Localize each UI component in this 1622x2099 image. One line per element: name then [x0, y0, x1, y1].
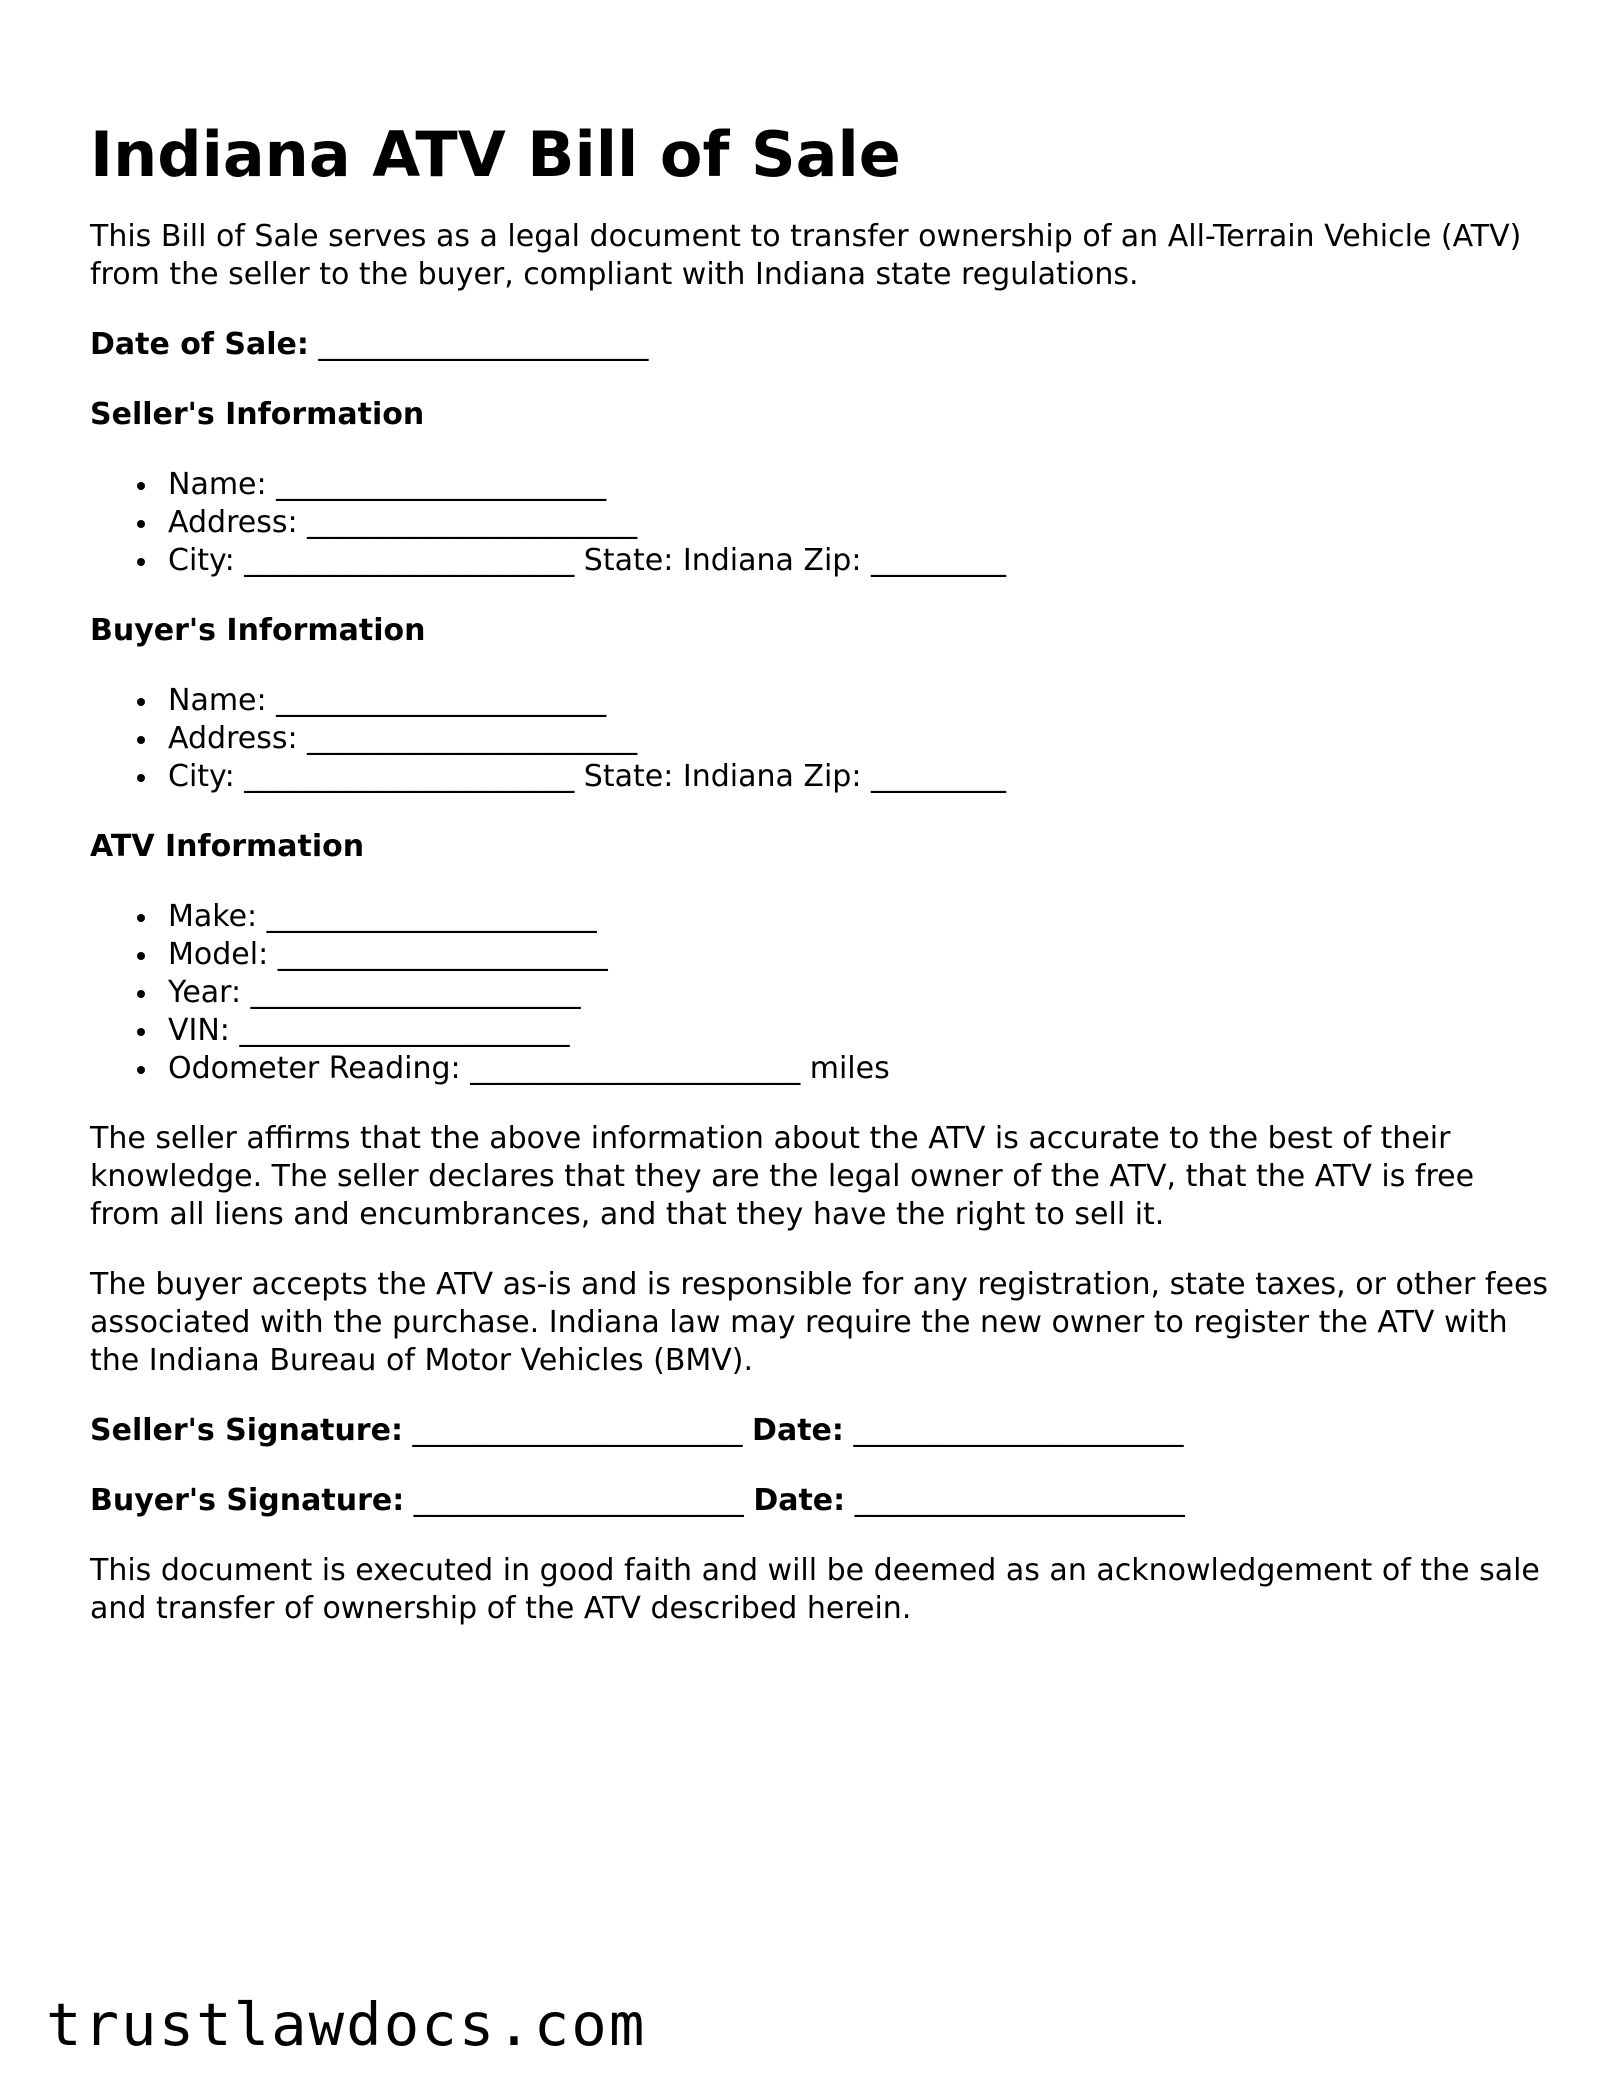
seller-date-label: Date: — [752, 1413, 844, 1448]
buyer-city-state-zip-field[interactable]: City: ______________________ State: Indiana Zip: _________ — [168, 758, 1550, 796]
atv-vin-field[interactable]: VIN: ______________________ — [168, 1012, 1550, 1050]
seller-info-list — [90, 466, 1550, 580]
document-page — [90, 112, 1550, 1628]
seller-city-state-zip-field[interactable]: City: ______________________ State: Indiana Zip: _________ — [168, 542, 1550, 580]
seller-address-field[interactable]: Address: ______________________ — [168, 504, 1550, 542]
closing-paragraph: This document is executed in good faith and will be deemed as an acknowledgement of the sale and transfer of ownership of the ATV described herein. — [90, 1553, 1540, 1626]
date-of-sale-label: Date of Sale: — [90, 327, 309, 362]
atv-make-field[interactable]: Make: ______________________ — [168, 898, 1550, 936]
buyer-address-field[interactable]: Address: ______________________ — [168, 720, 1550, 758]
seller-signature-blank[interactable]: ______________________ — [412, 1413, 743, 1448]
buyer-signature-row — [90, 1482, 1550, 1520]
buyer-date-blank[interactable]: ______________________ — [854, 1483, 1185, 1518]
atv-info-heading: ATV Information — [90, 829, 365, 864]
watermark-domain: trustlawdocs.com — [46, 1990, 647, 2059]
atv-info-list — [90, 898, 1550, 1088]
buyer-terms-paragraph: The buyer accepts the ATV as-is and is responsible for any registration, state taxes, or other fees associated with the purchase. Indiana law may require the new owner to register the ATV with the Indiana Bureau of Motor Vehicles (BMV). — [90, 1267, 1549, 1378]
buyer-date-label: Date: — [753, 1483, 846, 1518]
buyer-info-list — [90, 682, 1550, 796]
intro-paragraph: This Bill of Sale serves as a legal document to transfer ownership of an All-Terrain Vehicle (ATV) from the seller to the buyer, compliant with Indiana state regulations. — [90, 219, 1522, 292]
buyer-signature-blank[interactable]: ______________________ — [413, 1483, 744, 1518]
atv-model-field[interactable]: Model: ______________________ — [168, 936, 1550, 974]
seller-signature-row — [90, 1412, 1550, 1450]
date-of-sale-field — [90, 326, 1550, 364]
seller-info-heading: Seller's Information — [90, 397, 425, 432]
buyer-info-heading: Buyer's Information — [90, 613, 426, 648]
seller-signature-label: Seller's Signature: — [90, 1413, 403, 1448]
date-of-sale-blank[interactable]: ______________________ — [318, 327, 649, 362]
atv-odometer-field[interactable]: Odometer Reading: ______________________ miles — [168, 1050, 1550, 1088]
document-title: Indiana ATV Bill of Sale — [90, 118, 901, 191]
atv-year-field[interactable]: Year: ______________________ — [168, 974, 1550, 1012]
seller-name-field[interactable]: Name: ______________________ — [168, 466, 1550, 504]
seller-date-blank[interactable]: ______________________ — [853, 1413, 1184, 1448]
buyer-signature-label: Buyer's Signature: — [90, 1483, 405, 1518]
seller-affirmation-paragraph: The seller affirms that the above information about the ATV is accurate to the best of their knowledge. The seller declares that they are the legal owner of the ATV, that the ATV is free from all liens and encumbrances, and that they have the right to sell it. — [90, 1121, 1475, 1232]
buyer-name-field[interactable]: Name: ______________________ — [168, 682, 1550, 720]
